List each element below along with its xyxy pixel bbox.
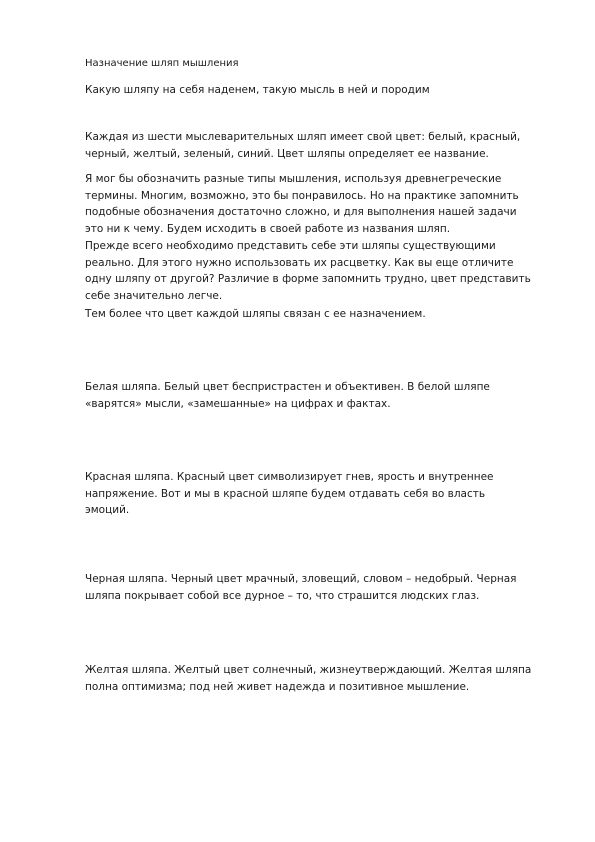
document-page xyxy=(85,0,563,842)
document-subtitle: Какую шляпу на себя наденем, такую мысль в ней и породим xyxy=(85,84,430,96)
black-hat-paragraph: Черная шляпа. Черный цвет мрачный, зловещий, словом – недобрый. Черная шляпа покрывает собой все дурное – то, что страшится людских глаз. xyxy=(85,573,517,602)
white-hat-paragraph: Белая шляпа. Белый цвет беспристрастен и объективен. В белой шляпе «варятся» мысли, «замешанные» на цифрах и фактах. xyxy=(85,381,490,410)
intro-paragraph-purpose: Тем более что цвет каждой шляпы связан с ее назначением. xyxy=(85,308,426,320)
intro-paragraph-colors: Каждая из шести мыслеварительных шляп имеет свой цвет: белый, красный, черный, желтый, зеленый, синий. Цвет шляпы определяет ее название. xyxy=(85,131,521,160)
red-hat-paragraph: Красная шляпа. Красный цвет символизирует гнев, ярость и внутреннее напряжение. Вот и мы в красной шляпе будем отдавать себя во власть эмоций. xyxy=(85,471,494,516)
intro-paragraph-terms: Я мог бы обозначить разные типы мышления, используя древнегреческие термины. Многим, возможно, это бы понравилось. Но на практике запомнить подобные обозначения достаточно сложно, и для выполнения нашей задачи это ни к чему. Будем исходить в своей работе из названия шляп. xyxy=(85,173,519,235)
yellow-hat-paragraph: Желтая шляпа. Желтый цвет солнечный, жизнеутверждающий. Желтая шляпа полна оптимизма; под ней живет надежда и позитивное мышление. xyxy=(85,664,532,693)
intro-paragraph-imagine: Прежде всего необходимо представить себе эти шляпы существующими реально. Для этого нужно использовать их расцветку. Как вы еще отличите одну шляпу от другой? Различие в форме запомнить трудно, цвет представить себе значительно легче. xyxy=(85,240,531,302)
document-title: Назначение шляп мышления xyxy=(85,58,239,69)
